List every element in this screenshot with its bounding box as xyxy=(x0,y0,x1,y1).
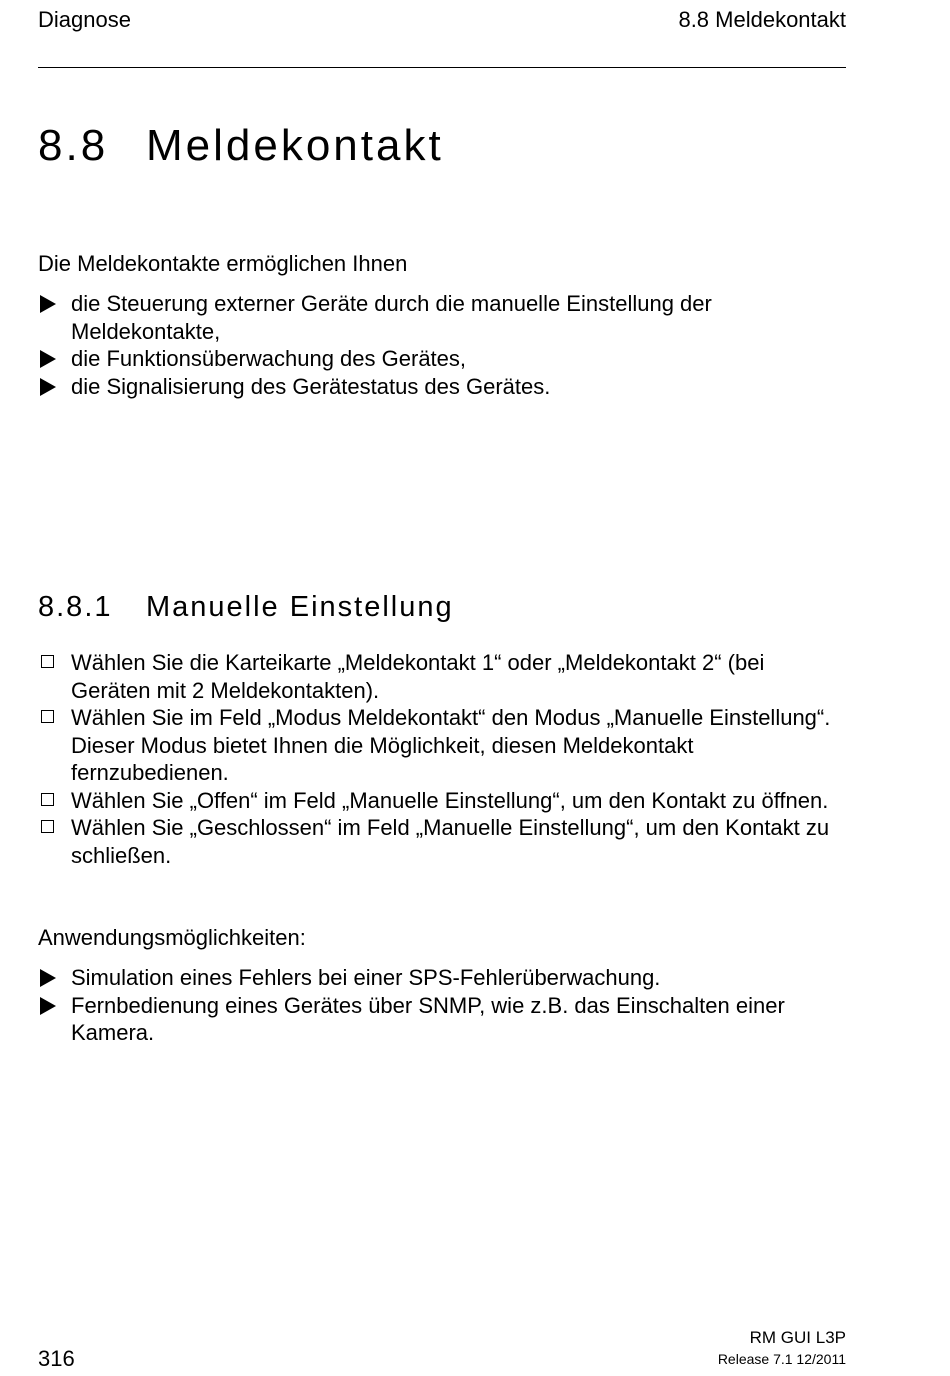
triangle-bullet-icon xyxy=(40,350,56,368)
list-item xyxy=(38,964,853,992)
list-item-text: Simulation eines Fehlers bei einer SPS-Fehlerüberwachung. xyxy=(71,965,661,990)
list-item xyxy=(38,373,818,401)
list-item-text: Wählen Sie die Karteikarte „Meldekontakt 1“ oder „Meldekontakt 2“ (bei Geräten mit 2 Meldekontakten). xyxy=(71,650,765,703)
feature-list xyxy=(38,290,818,400)
header-divider xyxy=(38,67,846,68)
footer-release: Release 7.1 12/2011 xyxy=(717,1351,846,1367)
subsection-title: Manuelle Einstellung xyxy=(146,591,454,623)
list-item xyxy=(38,704,843,787)
list-item xyxy=(38,345,818,373)
footer-product: RM GUI L3P xyxy=(749,1328,846,1347)
triangle-bullet-icon xyxy=(40,295,56,313)
section-title: Meldekontakt xyxy=(146,121,444,170)
intro-text: Die Meldekontakte ermöglichen Ihnen xyxy=(38,251,408,276)
triangle-bullet-icon xyxy=(40,997,56,1015)
checkbox-step-icon xyxy=(41,710,54,723)
page-number: 316 xyxy=(38,1346,75,1371)
list-item xyxy=(38,290,818,345)
triangle-bullet-icon xyxy=(40,378,56,396)
list-item xyxy=(38,992,853,1047)
list-item-text: Wählen Sie im Feld „Modus Meldekontakt“ den Modus „Manuelle Einstellung“. Dieser Modus bietet Ihnen die Möglichkeit, diesen Meldekontakt fernzubedienen. xyxy=(71,705,831,785)
checkbox-step-icon xyxy=(41,793,54,806)
list-item-text: die Signalisierung des Gerätestatus des Gerätes. xyxy=(71,373,551,399)
triangle-bullet-icon xyxy=(40,969,56,987)
list-item-text: die Funktionsüberwachung des Gerätes, xyxy=(71,346,467,371)
list-item xyxy=(38,649,843,704)
subsection-heading xyxy=(38,588,454,626)
list-item xyxy=(38,787,843,815)
list-item-text: Wählen Sie „Offen“ im Feld „Manuelle Einstellung“, um den Kontakt zu öffnen. xyxy=(71,787,829,813)
subsection-number: 8.8.1 xyxy=(38,591,113,623)
header-section: 8.8 Meldekontakt xyxy=(678,7,846,32)
list-item xyxy=(38,814,843,869)
page-header xyxy=(38,6,846,34)
list-item-text: Fernbedienung eines Gerätes über SNMP, wie z.B. das Einschalten einer Kamera. xyxy=(71,992,785,1045)
section-number: 8.8 xyxy=(38,121,109,170)
list-item-text: die Steuerung externer Geräte durch die manuelle Einstellung der Meldekontakte, xyxy=(71,291,712,344)
applications-list xyxy=(38,964,853,1047)
list-item-text: Wählen Sie „Geschlossen“ im Feld „Manuelle Einstellung“, um den Kontakt zu schließen. xyxy=(71,815,830,868)
checkbox-step-icon xyxy=(41,820,54,833)
step-list xyxy=(38,649,843,869)
header-chapter: Diagnose xyxy=(38,7,131,32)
applications-label: Anwendungsmöglichkeiten: xyxy=(38,925,306,950)
section-heading xyxy=(38,118,444,174)
checkbox-step-icon xyxy=(41,655,54,668)
